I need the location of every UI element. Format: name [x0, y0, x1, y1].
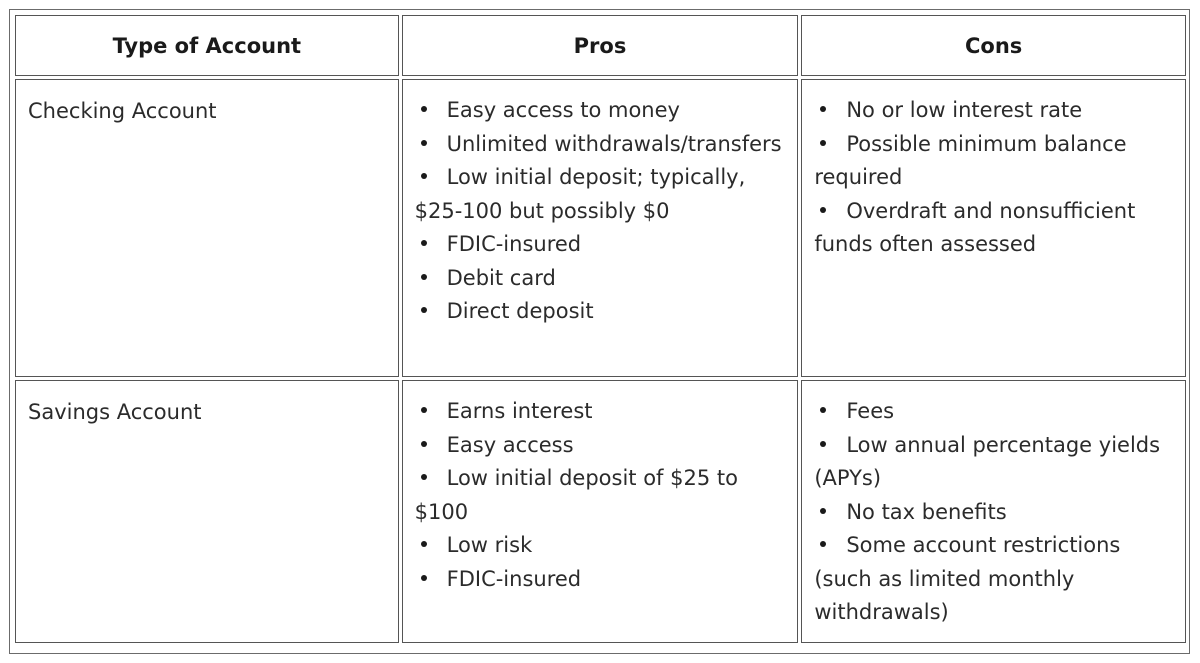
header-pros: Pros: [402, 15, 799, 76]
bullet-icon: [421, 106, 427, 112]
list-item: Overdraft and nonsufficient funds often assessed: [814, 198, 1136, 256]
list-item: Low initial deposit of $25 to $100: [414, 466, 738, 524]
comparison-table-frame: [9, 9, 1190, 654]
cons-cell: [801, 380, 1186, 643]
header-type-of-account: Type of Account: [15, 15, 399, 76]
bullet-icon: [421, 575, 427, 581]
table-row: [15, 79, 1186, 377]
bullet-icon: [421, 307, 427, 313]
list-item: Some account restrictions (such as limited monthly withdrawals): [814, 533, 1121, 624]
pros-cell: [402, 380, 799, 643]
list-item: Low risk: [415, 529, 790, 563]
bullet-icon: [820, 508, 826, 514]
cons-cell: [801, 79, 1186, 377]
account-cell: [15, 79, 399, 377]
header-cons: Cons: [801, 15, 1186, 76]
list-item: Unlimited withdrawals/transfers: [415, 128, 790, 162]
bullet-icon: [421, 441, 427, 447]
bullet-icon: [421, 541, 427, 547]
bullet-icon: [421, 274, 427, 280]
pros-cell: [402, 79, 799, 377]
list-item: Debit card: [415, 262, 790, 296]
list-item: No or low interest rate: [814, 94, 1177, 128]
account-cell: [15, 380, 399, 643]
list-item: FDIC-insured: [415, 563, 790, 597]
list-item: FDIC-insured: [415, 228, 790, 262]
account-name: Checking Account: [28, 99, 217, 123]
header-row: [15, 15, 1186, 76]
table-row: [15, 380, 1186, 643]
bullet-icon: [820, 140, 826, 146]
bullet-icon: [421, 173, 427, 179]
bullet-icon: [820, 207, 826, 213]
bullet-icon: [820, 407, 826, 413]
list-item: Direct deposit: [415, 295, 790, 329]
bullet-icon: [421, 240, 427, 246]
bullet-icon: [421, 474, 427, 480]
account-comparison-table: [12, 12, 1189, 646]
bullet-icon: [820, 106, 826, 112]
pros-list: [403, 80, 798, 329]
bullet-icon: [421, 140, 427, 146]
list-item: No tax benefits: [814, 496, 1177, 530]
list-item: Possible minimum balance required: [814, 131, 1127, 189]
cons-list: [802, 381, 1185, 630]
list-item: Earns interest: [415, 395, 790, 429]
account-name: Savings Account: [28, 400, 202, 424]
list-item: Fees: [814, 395, 1177, 429]
bullet-icon: [421, 407, 427, 413]
bullet-icon: [820, 441, 826, 447]
list-item: Low initial deposit; typically, $25-100 but possibly $0: [414, 165, 746, 223]
bullet-icon: [820, 541, 826, 547]
list-item: Low annual percentage yields (APYs): [814, 432, 1161, 490]
list-item: Easy access to money: [415, 94, 790, 128]
pros-list: [403, 381, 798, 596]
list-item: Easy access: [415, 429, 790, 463]
cons-list: [802, 80, 1185, 262]
